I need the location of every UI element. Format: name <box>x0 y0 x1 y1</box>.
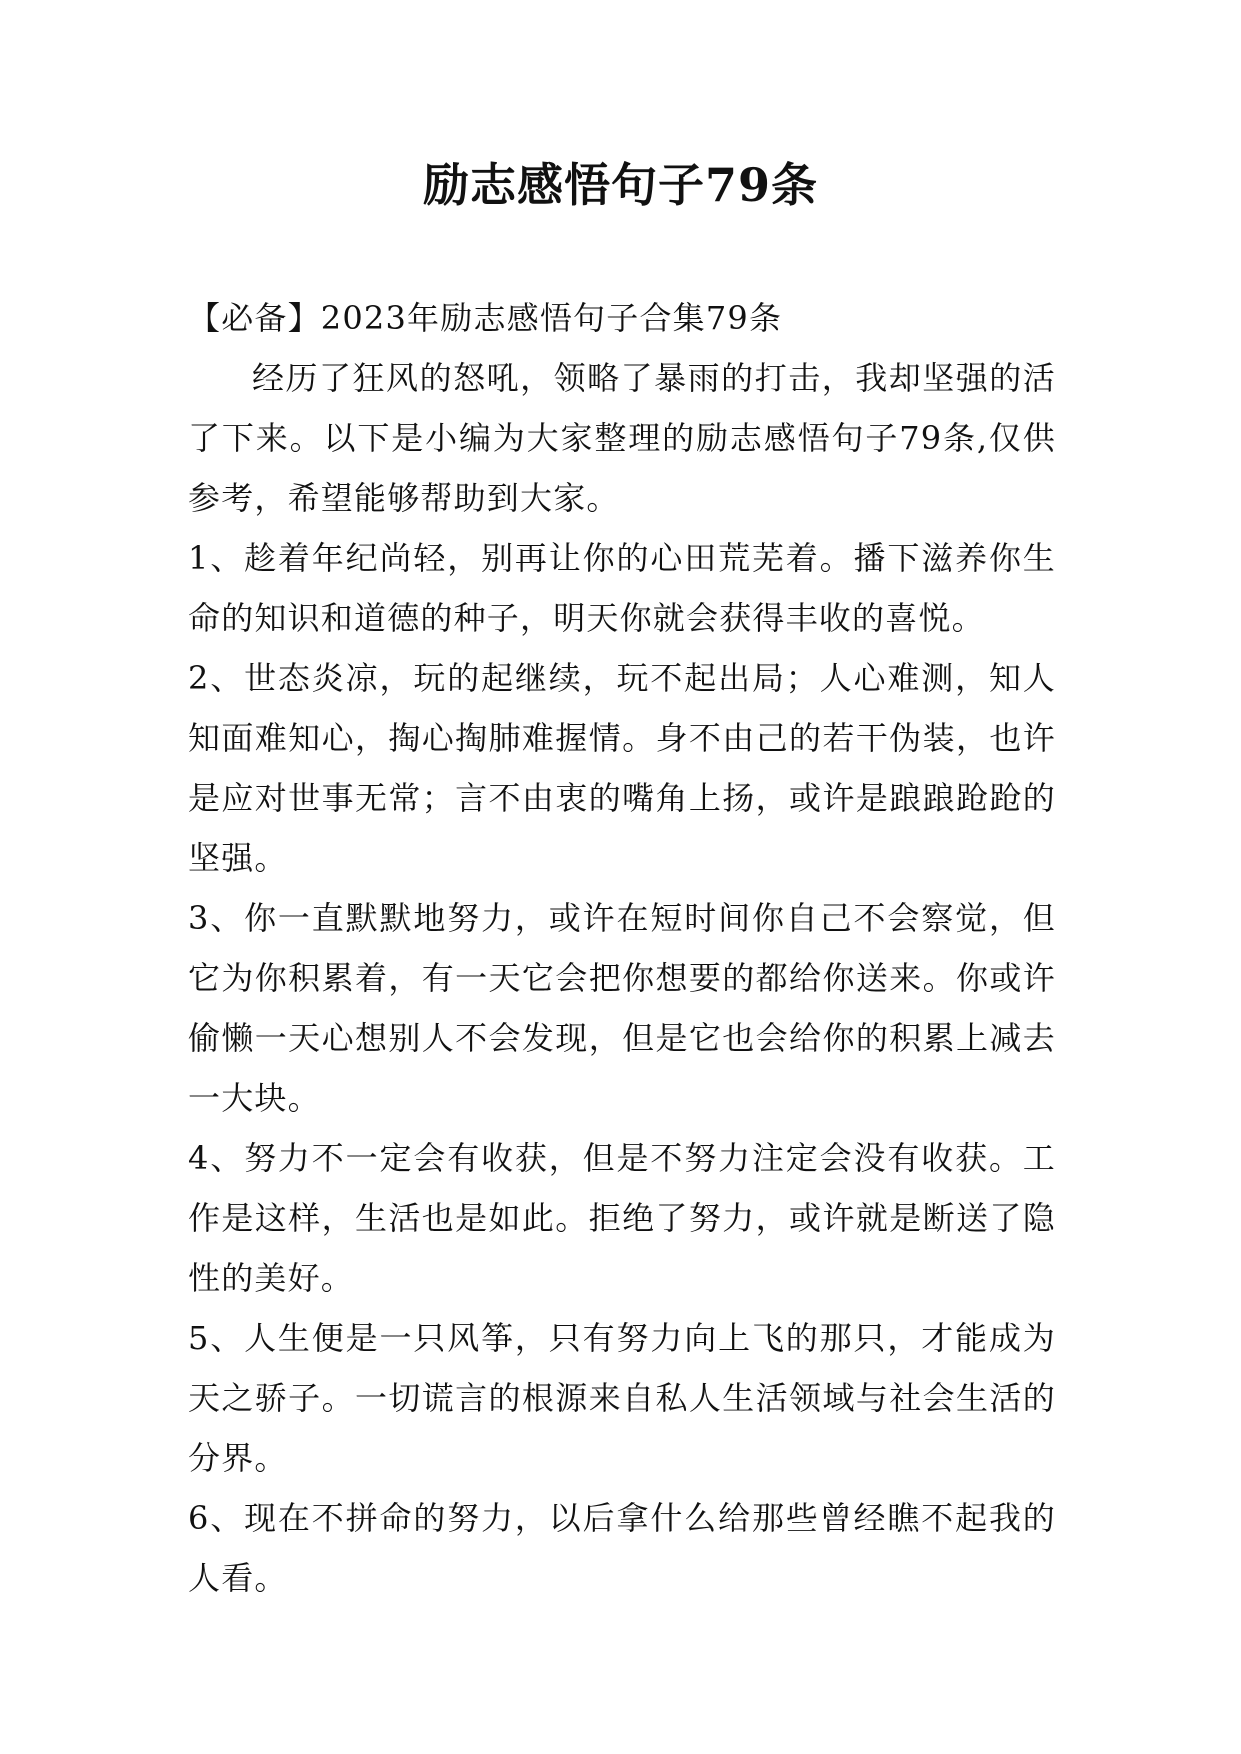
intro-paragraph: 经历了狂风的怒吼，领略了暴雨的打击，我却坚强的活了下来。以下是小编为大家整理的励志感悟句子79条,仅供参考，希望能够帮助到大家。 <box>188 359 1056 517</box>
list-item: 3、你一直默默地努力，或许在短时间你自己不会察觉，但它为你积累着，有一天它会把你想要的都给你送来。你或许偷懒一天心想别人不会发现，但是它也会给你的积累上减去一大块。 <box>188 899 1056 1117</box>
page-title: 励志感悟句子79条 <box>422 158 818 212</box>
subtitle-line: 【必备】2023年励志感悟句子合集79条 <box>188 299 783 337</box>
list-item: 4、努力不一定会有收获，但是不努力注定会没有收获。工作是这样，生活也是如此。拒绝了努力，或许就是断送了隐性的美好。 <box>188 1139 1056 1297</box>
list-item: 6、现在不拼命的努力，以后拿什么给那些曾经瞧不起我的人看。 <box>188 1499 1056 1597</box>
list-item: 1、趁着年纪尚轻，别再让你的心田荒芜着。播下滋养你生命的知识和道德的种子，明天你就会获得丰收的喜悦。 <box>188 539 1056 637</box>
list-item: 5、人生便是一只风筝，只有努力向上飞的那只，才能成为天之骄子。一切谎言的根源来自私人生活领域与社会生活的分界。 <box>188 1319 1056 1477</box>
document-body <box>188 288 1056 1608</box>
list-item: 2、世态炎凉，玩的起继续，玩不起出局；人心难测，知人知面难知心，掏心掏肺难握情。身不由己的若干伪装，也许是应对世事无常；言不由衷的嘴角上扬，或许是踉踉跄跄的坚强。 <box>188 659 1056 877</box>
